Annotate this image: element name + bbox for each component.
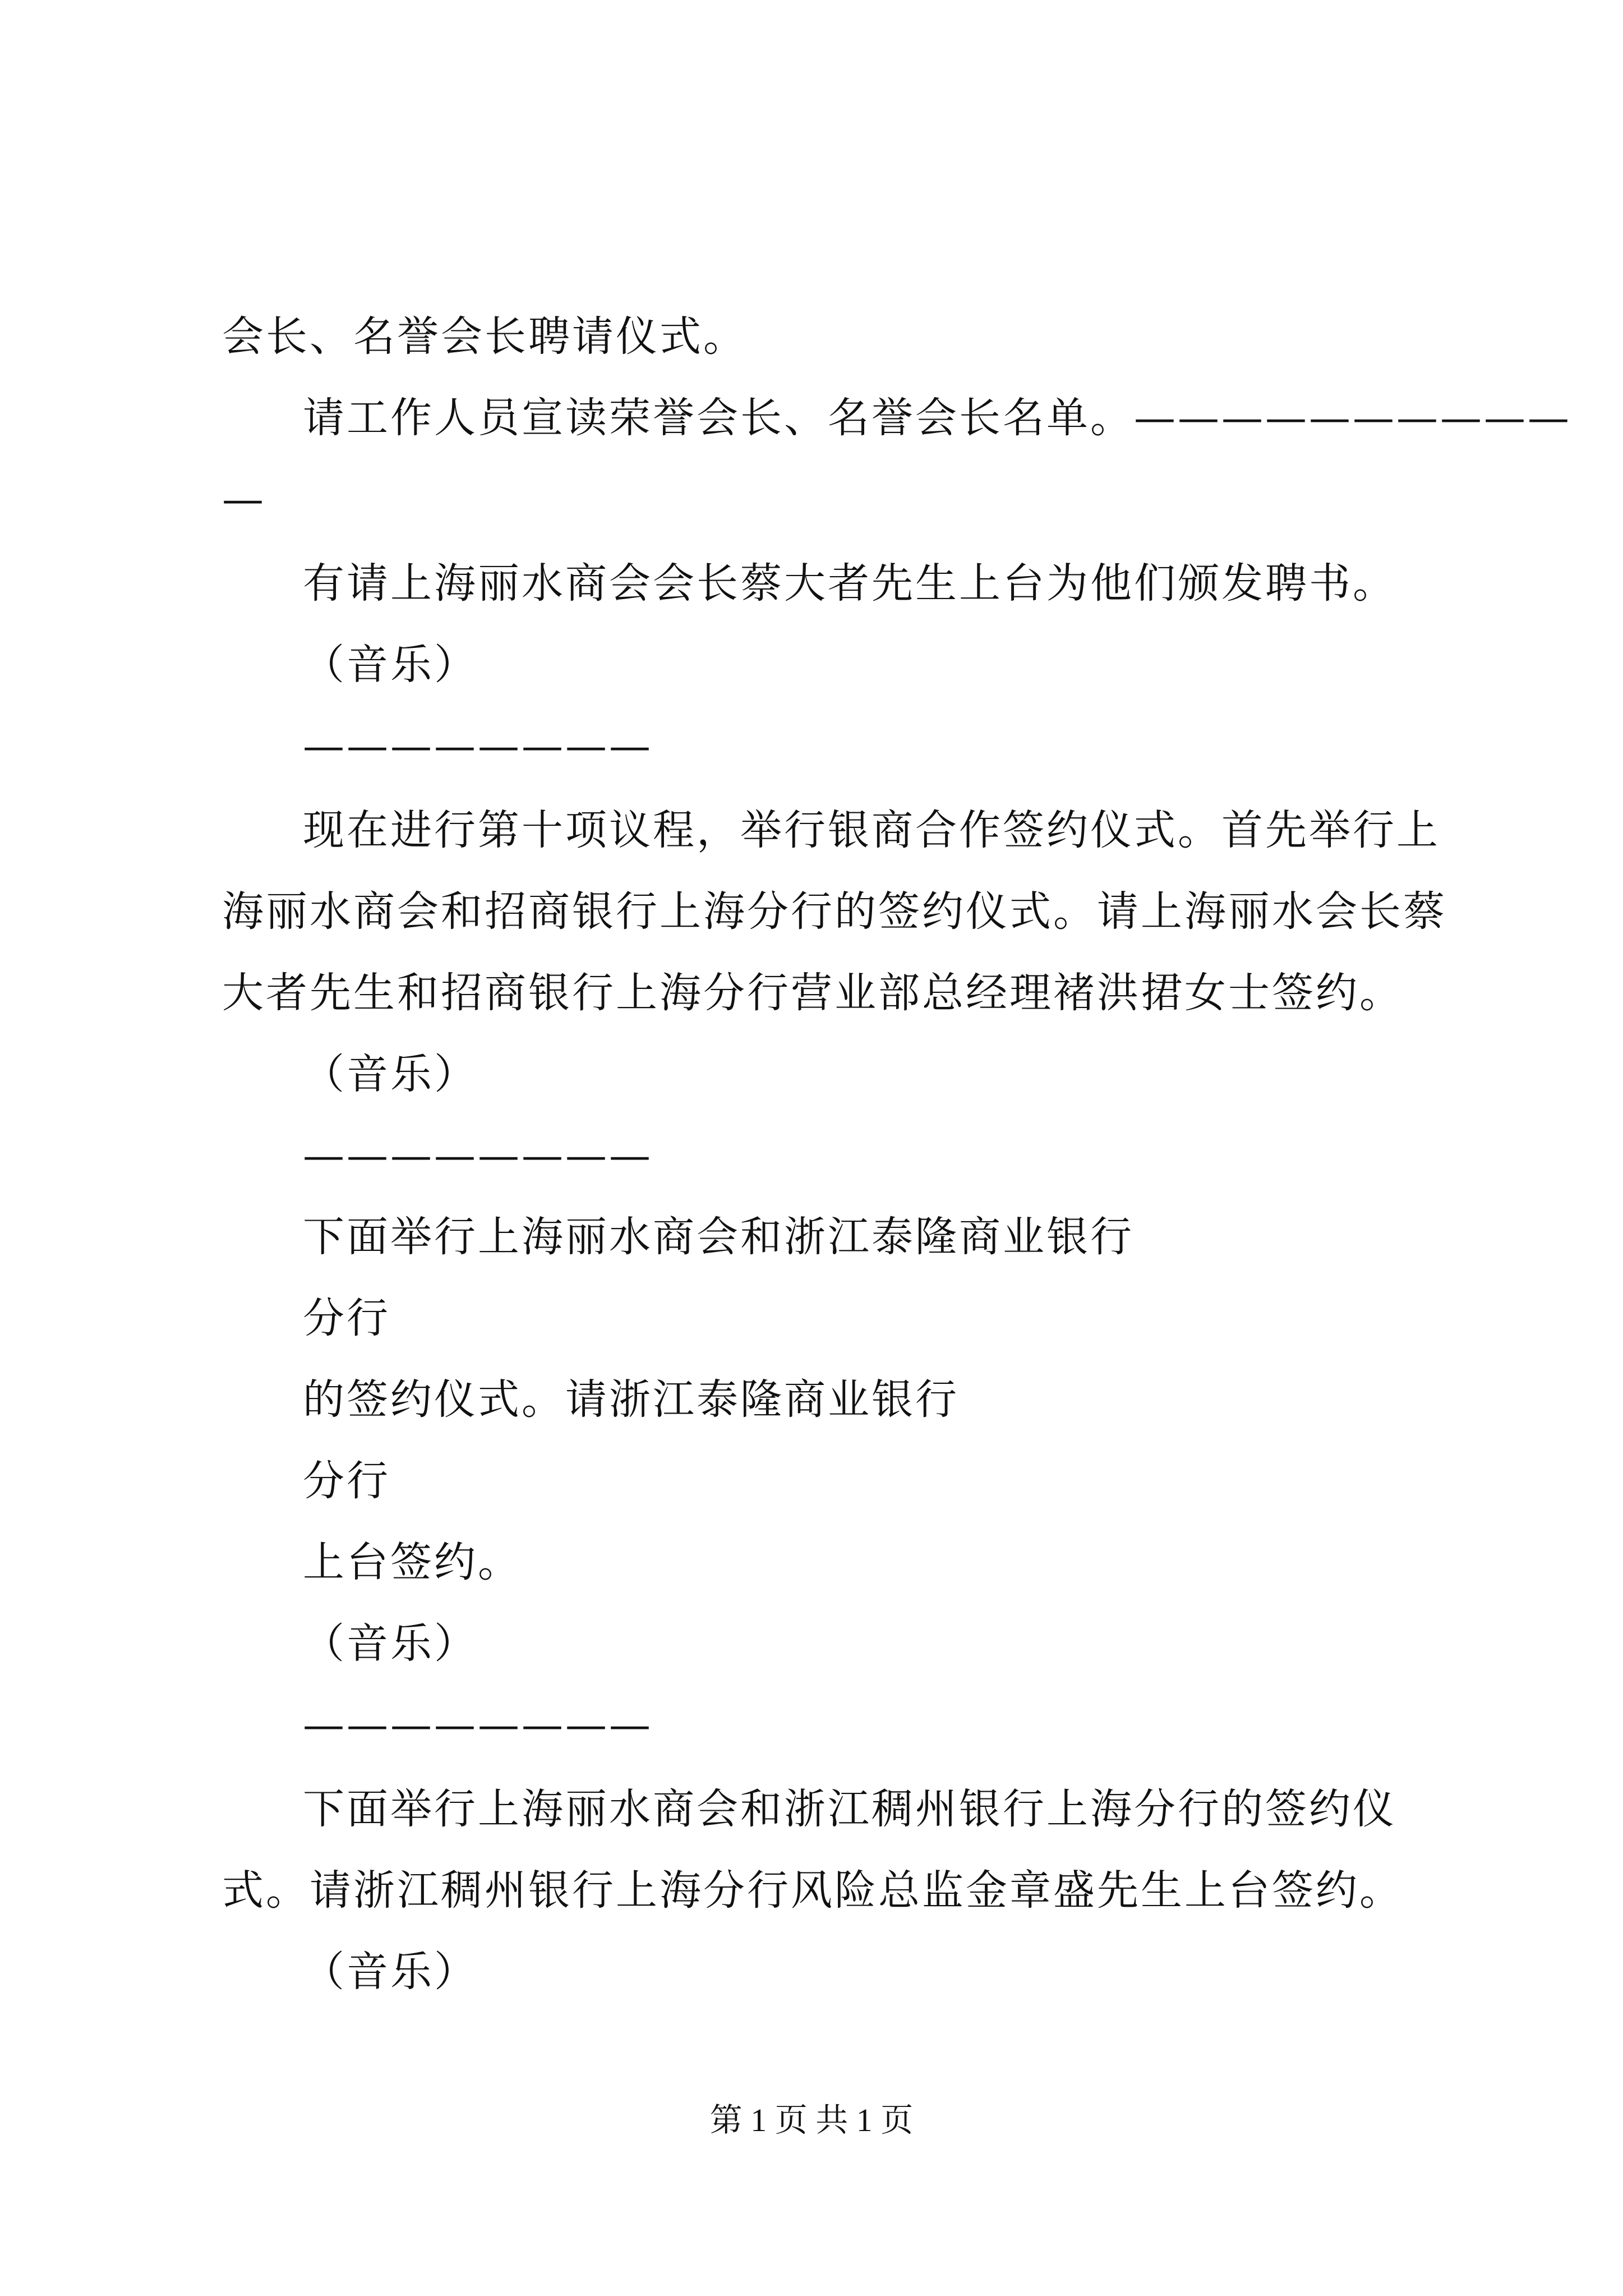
text-line-8: 下面举行上海丽水商会和浙江泰隆商业银行: [303, 1213, 1134, 1261]
text-line-5: 现在进行第十项议程，举行银商合作签约仪式。首先举行上: [303, 806, 1440, 854]
text-line-9: 分行: [303, 1294, 390, 1342]
text-line-7: 大者先生和招商银行上海分行营业部总经理褚洪捃女士签约。: [222, 969, 1403, 1017]
text-line-11: 分行: [303, 1457, 390, 1505]
text-line-2: 请工作人员宣读荣誉会长、名誉会长名单。——————————: [303, 394, 1571, 442]
music-note-2: （音乐）: [303, 1050, 478, 1098]
separator-dashes-3: ————————: [303, 1701, 653, 1749]
page-footer: 第 1 页 共 1 页: [709, 2102, 914, 2138]
separator-dashes-2: ————————: [303, 1131, 653, 1180]
text-line-12: 上台签约。: [303, 1538, 522, 1586]
music-note-1: （音乐）: [303, 641, 478, 689]
text-line-4: 有请上海丽水商会会长蔡大者先生上台为他们颁发聘书。: [303, 559, 1396, 608]
text-line-1: 会长、名誉会长聘请仪式。: [222, 312, 747, 361]
text-line-10: 的签约仪式。请浙江泰隆商业银行: [303, 1375, 959, 1424]
music-note-4: （音乐）: [303, 1948, 478, 1996]
text-line-6: 海丽水商会和招商银行上海分行的签约仪式。请上海丽水会长蔡: [222, 887, 1447, 936]
text-line-14: 式。请浙江稠州银行上海分行风险总监金章盛先生上台签约。: [222, 1866, 1403, 1915]
separator-dashes-1: ————————: [303, 722, 653, 770]
music-note-3: （音乐）: [303, 1619, 478, 1668]
text-line-13: 下面举行上海丽水商会和浙江稠州银行上海分行的签约仪: [303, 1785, 1396, 1833]
text-line-3: —: [222, 475, 266, 523]
